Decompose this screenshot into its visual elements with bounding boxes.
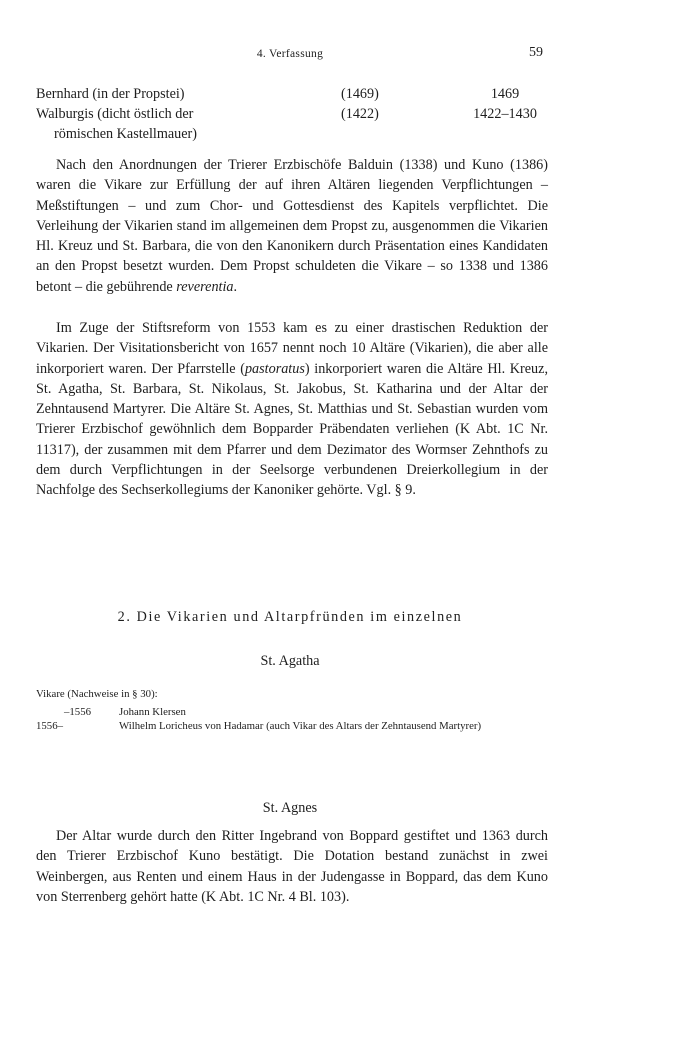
chapter-title: 4. Verfassung (256, 48, 324, 60)
location-name-cont: römischen Kastellmauer) (54, 126, 198, 142)
paragraph-agnes (36, 826, 548, 907)
vikare-label: Vikare (Nachweise in § 30): (36, 688, 158, 700)
first-mention: (1422) (341, 106, 379, 122)
section-heading: 2. Die Vikarien und Altarpfründen im einzelnen (117, 609, 463, 625)
location-name: Bernhard (in der Propstei) (36, 86, 185, 102)
date-range: 1469 (490, 86, 520, 102)
vikar-date: –1556 (64, 706, 91, 718)
page-number: 59 (529, 45, 543, 60)
running-header (0, 42, 700, 62)
first-mention: (1469) (341, 86, 379, 102)
italic-term: pastoratus (244, 360, 305, 377)
vikar-date: 1556– (36, 720, 63, 732)
paragraph-reform (36, 318, 548, 501)
list-item-continuation (36, 124, 566, 144)
paragraph-text: Im Zuge der Stiftsreform von 1553 kam es zu einer drastischen Reduktion der Vikarien. Der Visitationsbericht von 1657 nennt noch 10 Altäre (Vikarien), die aber alle inkorporiert waren. Der Pfarrstelle ( (36, 320, 548, 377)
subsection-heading-agnes: St. Agnes (262, 800, 318, 816)
italic-term: reverentia (176, 278, 234, 295)
paragraph-text: ) inkorporiert waren die Altäre Hl. Kreuz, St. Agatha, St. Barbara, St. Nikolaus, St. Jakobus, St. Katharina und der Altar der Zehntausend Martyrer. Die Altäre St. Agnes, St. Matthias und St. Sebastian wurden vom Trierer Erzbischof gewöhnlich dem Bopparder Präbendaten verliehen (K Abt. 1C Nr. 11317), der zusammen mit dem Pfarrer und dem Dezimator des Wormser Zehnthofs zu dem durch Verpflichtungen in der Seelsorge verbundenen Dreierkollegium in der Nachfolge des Sechserkollegiums der Kanoniker gehörte. Vgl. § 9. (36, 360, 548, 499)
list-item (36, 84, 566, 104)
paragraph-end: . (233, 278, 238, 295)
paragraph-vikare-duties (36, 155, 548, 297)
vikar-person: Johann Klersen (119, 706, 186, 718)
date-range: 1422–1430 (473, 106, 537, 122)
paragraph-text: Nach den Anordnungen der Trierer Erzbischöfe Balduin (1338) und Kuno (1386) waren die Vikare zur Erfüllung der auf ihren Altären liegenden Verpflichtungen – Meßstiftungen – und zum Chor- und Gottesdienst des Kapitels verpflichtet. Die Verleihung der Vikarien stand im allgemeinen dem Propst zu, ausgenommen die Vikarien Hl. Kreuz und St. Barbara, die von den Kanonikern durch Präsentation eines Kandidaten an den Propst besetzt wurden. Dem Propst schuldeten die Vikare – so 1338 und 1386 betont – die gebührende (36, 157, 548, 295)
list-item (36, 104, 566, 124)
vikar-person: Wilhelm Loricheus von Hadamar (auch Vikar des Altars der Zehntausend Martyrer) (119, 720, 482, 732)
location-list (36, 84, 566, 144)
paragraph-text: Der Altar wurde durch den Ritter Ingebrand von Boppard gestiftet und 1363 durch den Trierer Erzbischof Kuno bestätigt. Die Dotation bestand zunächst in zwei Weinbergen, aus Renten und einem Haus in der Judengasse in Boppard, das dem Kuno von Sterrenberg gehört hatte (K Abt. 1C Nr. 4 Bl. 103). (36, 828, 548, 905)
subsection-heading-agatha: St. Agatha (260, 653, 320, 669)
location-name: Walburgis (dicht östlich der (36, 106, 194, 122)
